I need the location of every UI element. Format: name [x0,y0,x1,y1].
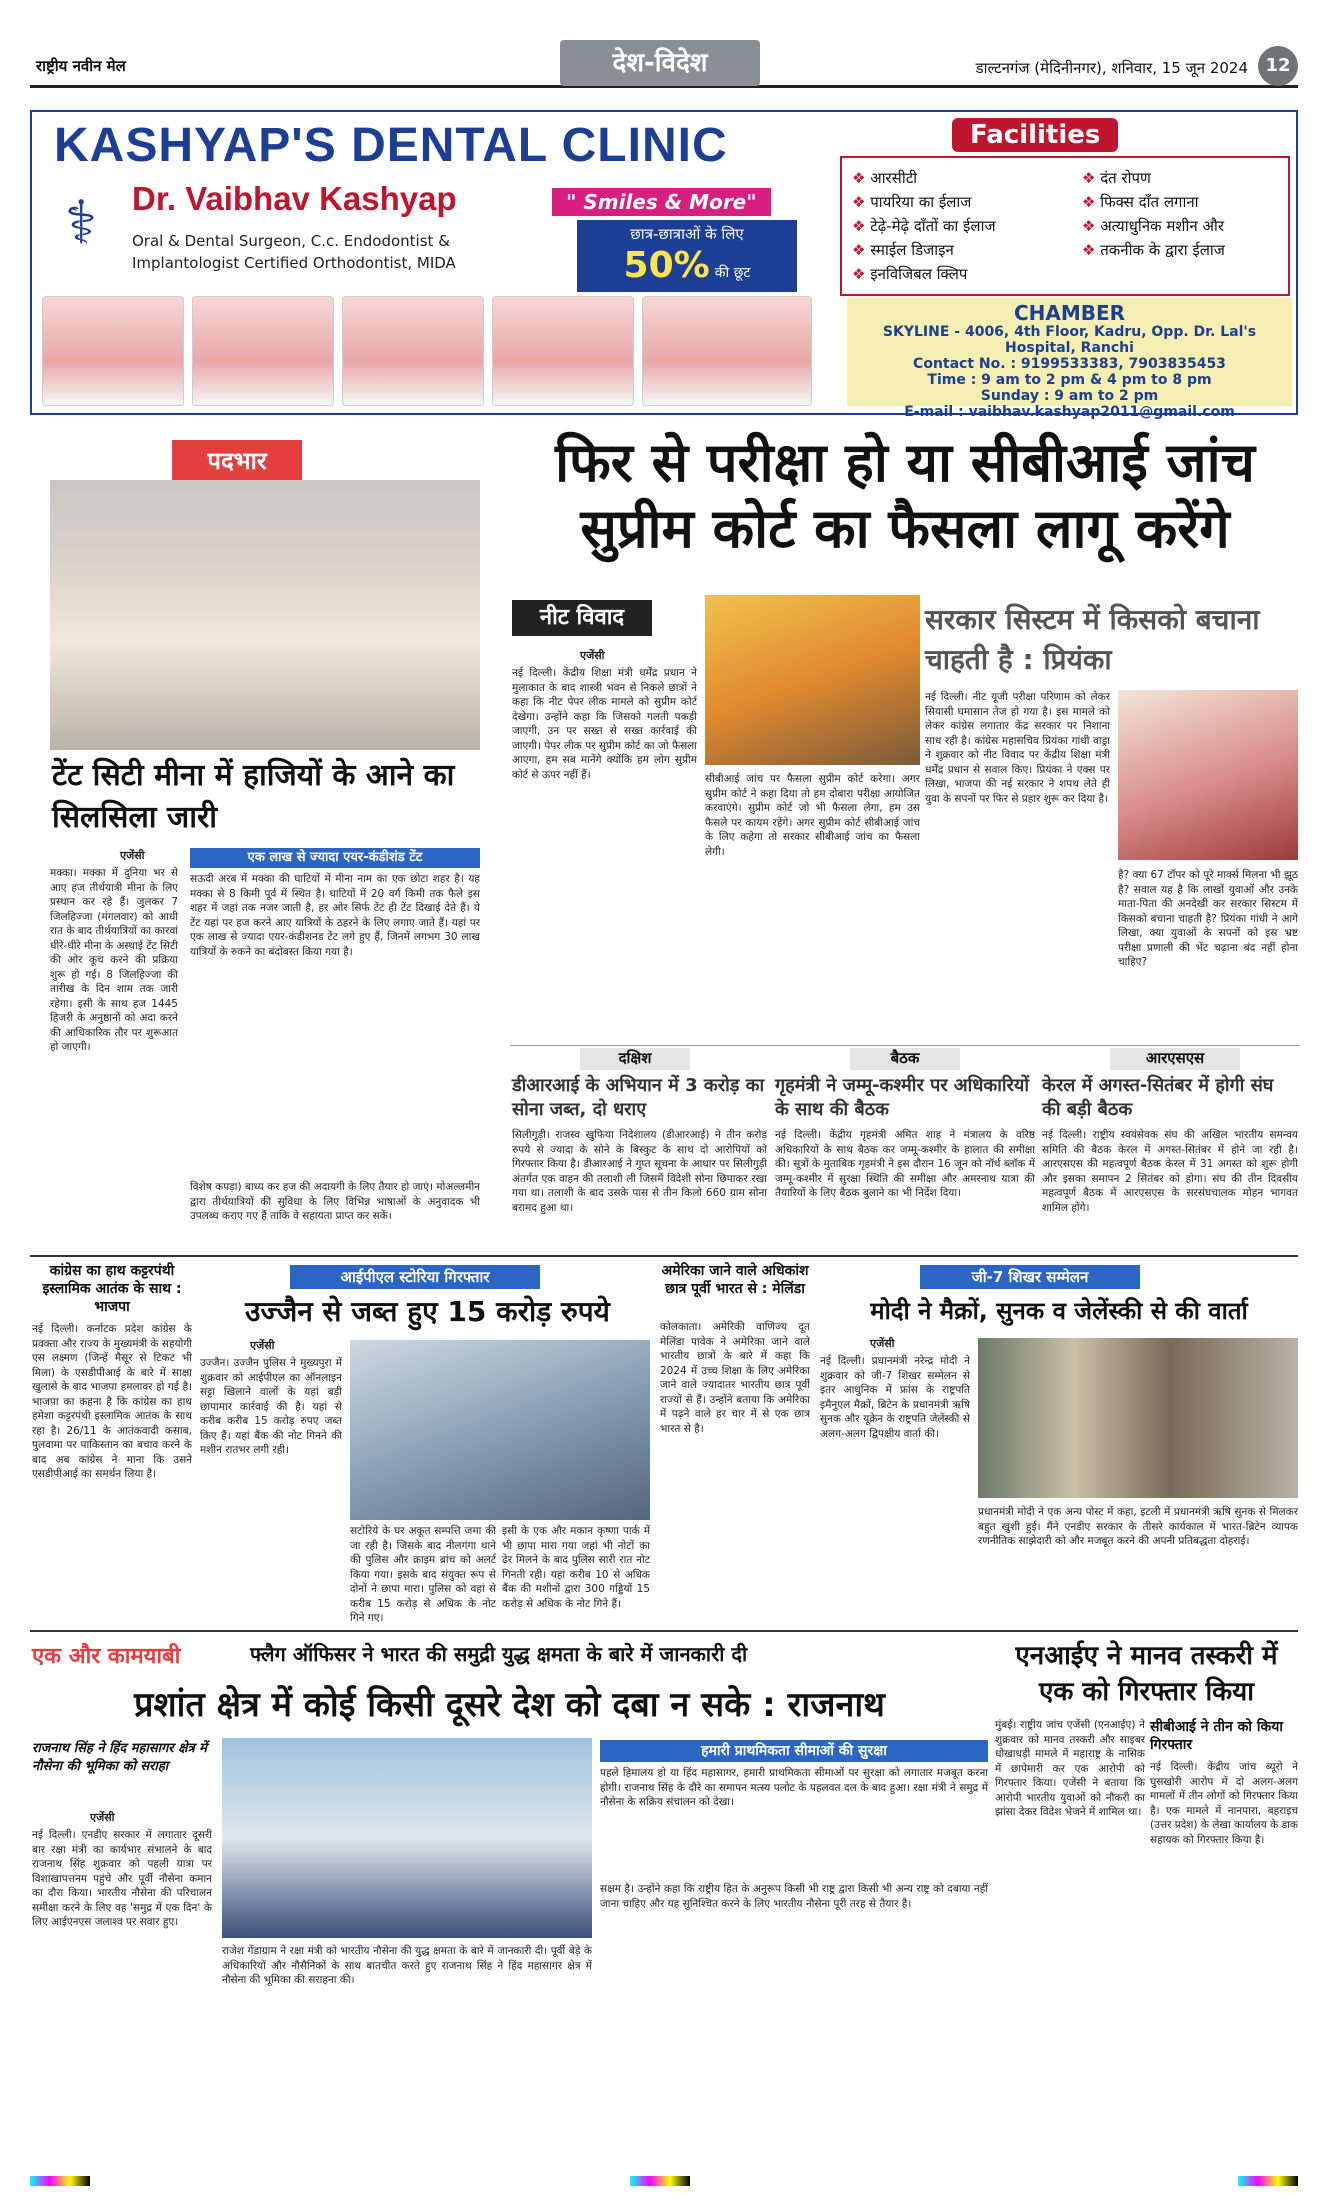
byline: एजेंसी [870,1337,895,1350]
rajnath-body: सक्षम है। उन्होंने कहा कि राष्ट्रीय हित के अनुरूप किसी भी राष्ट्र द्वारा किसी भी अन्य राष्ट्र को दबाया नहीं जाना चाहिए और यह सुनिश्चित करने के लिए भारतीय नौसेना पूरी तरह से तैयार है। [600,1883,988,1910]
divider [30,1630,1298,1632]
hajj-subhead: एक लाख से ज्यादा एयर-कंडीशंड टेंट [190,848,480,868]
congress-headline: कांग्रेस का हाथ कट्टरपंथी इस्लामिक आतंक के साथ : भाजपा [42,1263,182,1315]
page-number: 12 [1258,46,1298,86]
story-label: आईपीएल स्टोरिया गिरफ्तार [290,1265,540,1289]
leaders-photo [978,1338,1298,1498]
police-photo [350,1340,650,1520]
shah-headline: गृहमंत्री ने जम्मू-कश्मीर पर अधिकारियों के साथ की बैठक [775,1075,1030,1120]
dental-photo [42,296,184,406]
nia-body: मुंबई। राष्ट्रीय जांच एजेंसी (एनआईए) ने शुक्रवार को मानव तस्करी और साइबर धोखाधड़ी मामले में महाराष्ट्र के नासिक में छापेमारी कर एक आरोपी को गिरफ्तार किया। एजेंसी ने बताया कि आरोपी भारतीय युवाओं को नौकरी का झांसा देकर विदेश भेजने में शामिल था। [995,1719,1145,1818]
section-label: आरएसएस [1110,1048,1240,1070]
section-title: देश-विदेश [560,40,760,86]
facilities-right-list: ❖ दंत रोपण ❖ फिक्स दाँत लगाना ❖ अत्याधुनिक मशीन और ❖ तकनीक के द्वारा ईलाज [1082,166,1225,262]
dental-clinic-ad [30,110,1298,420]
story-label: पदभार [172,440,302,482]
dental-photo [342,296,484,406]
neet-body: नई दिल्ली। केंद्रीय शिक्षा मंत्री धर्मेंद्र प्रधान ने मुलाकात के बाद शास्त्री भवन से निकले छात्रों ने कहा कि नीट पेपर लीक मामले को सुप्रीम कोर्ट देखेगा। उन्होंने कहा कि जिसको गलती पकड़ी जाएगी, उन पर सख्त से सख्त कार्रवाई की जाएगी। पेपर लीक पर सुप्रीम कोर्ट का जो फैसला आएगा, हम सब मानेंगे क्योंकि हम लोग सुप्रीम कोर्ट से ऊपर नहीं हैं। [512,667,697,781]
story-tag: नीट विवाद [512,600,652,636]
doctor-qualification: Oral & Dental Surgeon, C.c. Endodontist & Implantologist Certified Orthodontist, MIDA [132,232,456,272]
neet-headline: फिर से परीक्षा हो या सीबीआई जांच सुप्रीम कोर्ट का फैसला लागू करेंगे [555,431,1255,560]
rajnath-sidehead: राजनाथ सिंह ने हिंद महासागर क्षेत्र में नौसेना की भूमिका को सराहा [32,1741,207,1774]
cbi-body: नई दिल्ली। केंद्रीय जांच ब्यूरो ने घुसखोरी आरोप में दो अलग-अलग मामलों में तीन लोगों को गिरफ्तार किया है। एक मामले में नानपारा, बहराइच (उत्तर प्रदेश) के लेखा कार्यालय के डाक सहायक को गिरफ्तार किया है। [1150,1761,1298,1846]
hajj-body: मक्का। मक्का में दुनिया भर से आए हज तीर्थयात्री मीना के लिए प्रस्थान कर रहे हैं। जुलकर 7 जिलहिज्जा (मंगलवार) को आधी रात के बाद तीर्थयात्रियों का कारवां धीरे-धीरे मीना के अस्थाई टेंट सिटी की ओर कूच करने की प्रक्रिया शुरू हो गई। 8 जिलहिज्जा की तारीख के दिन शाम तक जारी रहेगा। इसी के साथ हज 1445 हिजरी के अनुष्ठानों को अदा करने की आधिकारिक तौर पर शुरूआत हो जाएगी। [50,867,178,1053]
dri-headline: डीआरआई के अभियान में 3 करोड़ का सोना जब्त, दो धराए [512,1075,765,1120]
facilities-label: Facilities [952,118,1118,152]
newspaper-name: राष्ट्रीय नवीन मेल [36,57,126,75]
byline: एजेंसी [90,1811,115,1824]
priyanka-photo [1118,690,1298,860]
rss-body: नई दिल्ली। राष्ट्रीय स्वयंसेवक संघ की अखिल भारतीय समन्वय समिति की बैठक केरल में अगस्त-सितंबर में होने जा रही है। आरएसएस की महत्वपूर्ण बैठक केरल में 31 अगस्त को शुरू होगी और इसका समापन 2 सितंबर को होगा। संघ की तीन दिवसीय महत्वपूर्ण बैठक में आरएसएस के सरसंघचालक मोहन भागवत शामिल होंगे। [1042,1129,1298,1214]
kicker: एक और कामयाबी [32,1644,181,1669]
rajnath-overline: फ्लैग ऑफिसर ने भारत की समुद्री युद्ध क्षमता के बारे में जानकारी दी [250,1642,748,1666]
dri-body: सिलीगुड़ी। राजस्व खुफिया निदेशालय (डीआरआई) ने तीन करोड़ रुपये से ज्यादा के सोने के बिस्कुट के साथ दो आरोपियों को गिरफ्तार किया है। डीआरआई ने गुप्त सूचना के आधार पर सिलीगुड़ी अंतर्गत एक वाहन की तलाशी ली जिसमें विदेशी सोना छिपाकर रखा गया था। तलाशी के बाद उसके पास से तीन किलो 660 ग्राम सोना बरामद हुआ था। [512,1129,767,1214]
hajj-body: सऊदी अरब में मक्का की घाटियों में मीना नाम का एक छोटा शहर है। यह मक्का से 8 किमी पूर्व में स्थित है। घाटियों में 20 वर्ग किमी तक फैले इस शहर में जहां तक नजर जाती है, हर ओर सिर्फ टेंट ही टेंट दिखाई देते हैं। ये टेंट यहां पर हज करने आए यात्रियों के ठहरने के लिए लगाए जाते हैं। यहां पर एक लाख से ज्यादा एयर-कंडीशनड टेंट लगे हुए हैं, जिनमें लगभग 30 लाख यात्रियों के रुकने का बंदोबस्त किया गया है। [190,873,480,958]
priyanka-body: नई दिल्ली। नीट यूजी परीक्षा परिणाम को लेकर सियासी घमासान तेज हो गया है। इस मामले को लेकर कांग्रेस लगातार केंद्र सरकार पर निशाना साध रही है। कांग्रेस महासचिव प्रियंका गांधी वाड्रा ने शुक्रवार को नीट विवाद पर केंद्रीय शिक्षा मंत्री धर्मेंद्र प्रधान से सवाल किए। प्रियंका ने एक्स पर लिखा, भाजपा की नई सरकार ने शपथ लेते ही युवा के सपनों पर फिर से प्रहार शुरू कर दिया है। [925,691,1110,805]
doctor-name: Dr. Vaibhav Kashyap [132,180,457,217]
facilities-box [840,156,1290,296]
rss-headline: केरल में अगस्त-सितंबर में होगी संघ की बड़ी बैठक [1042,1075,1274,1120]
ujjain-body: इसी के एक और मकान कृष्णा पार्क में भी छापा मारा गया जहां भी नोटों का ढेर मिलने के बाद पुलिस सारी रात नोट गिनती रही। यहां करीब 10 से अधिक बैंक की मशीनों द्वारा 300 गड्डियों 15 करोड़ से अधिक के नोट गिने हैं। [502,1525,650,1610]
nia-headline: एनआईए ने मानव तस्करी में एक को गिरफ्तार किया [1015,1641,1278,1707]
rajnath-body: पहले हिमालय हो या हिंद महासागर, हमारी प्राथमिकता सीमाओं पर सुरक्षा को लगातार मजबूत करना होगी। राजनाथ सिंह के दौरे का समापन मत्स्य पलोट के पहलवत दल के बाद हुआ। रक्षा मंत्री ने समुद्र में नौसेना के सक्रिय संचालन को देखा। [600,1767,988,1808]
divider [510,1045,1300,1046]
cbi-headline: सीबीआई ने तीन को किया गिरफ्तार [1150,1719,1284,1753]
student-offer: छात्र-छात्राओं के लिए 50% की छूट [577,220,797,292]
ujjain-headline: उज्जैन से जब्त हुए 15 करोड़ रुपये [245,1295,610,1328]
shah-body: नई दिल्ली। केंद्रीय गृहमंत्री अमित शाह ने मंत्रालय के वरिष्ठ अधिकारियों के साथ बैठक कर जम्मू-कश्मीर के हालात की समीक्षा की। सूत्रों के मुताबिक गृहमंत्री ने इस दौरान 16 जून को नॉर्थ ब्लॉक में जम्मू-कश्मीर में सुरक्षा स्थिति की समीक्षा और अमरनाथ यात्रा की तैयारियों के लिए बैठक बुलाने का भी निर्देश दिया। [775,1129,1035,1199]
ujjain-body: उज्जैन। उज्जैन पुलिस ने मुख्यपुरा में शुक्रवार को आईपीएल का ऑनलाइन सट्टा खिलाने वालों के यहां बड़ी छापामार कार्रवाई की है। यहां से करीब करीब 15 करोड़ रुपए जब्त किए हैं। यहां बैंक की नोट गिनने की मशीन रातभर लगी रही। [200,1357,342,1456]
masthead [30,40,1298,88]
story-sublabel: हमारी प्राथमिकता सीमाओं की सुरक्षा [600,1740,988,1762]
print-color-bar [30,2176,1298,2190]
caduceus-icon: ⚕ [64,188,98,258]
hajj-body: विशेष कपड़ा) बाध्य कर हज की अदायगी के लिए तैयार हो जाएं। मोअल्लमीन द्वारा तीर्थयात्रियों की सुविधा के लिए विभिन्न भाषाओं के अनुवादक भी उपलब्ध कराए गए हैं ताकि वे सहायता प्राप्त कर सकें। [190,1181,480,1222]
ad-tagline: " Smiles & More" [552,188,771,216]
byline: एजेंसी [250,1339,275,1352]
dental-photo [642,296,812,406]
priyanka-headline: सरकार सिस्टम में किसको बचाना चाहती है : प्रियंका [925,603,1260,676]
section-label: दक्षिश [580,1048,690,1070]
section-label: बैठक [850,1048,960,1070]
chamber-info: CHAMBER SKYLINE - 4006, 4th Floor, Kadru, Opp. Dr. Lal's Hospital, Ranchi Contact No. : 9199533383, 7903835453 Time : 9 am to 2 pm & 4 pm to 8 pm Sunday : 9 am to 2 pm E-mail : vaibhav.kashyap2011@gmail.com [847,298,1292,406]
g7-headline: मोदी ने मैक्रों, सुनक व जेलेंस्की से की वार्ता [870,1297,1248,1325]
america-body: कोलकाता। अमेरिकी वाणिज्य दूत मेलिंडा पावेक ने अमेरिका जाने वाले भारतीय छात्रों के बारे में कहा कि 2024 में उच्च शिक्षा के लिए अमेरिका जाने वाले ज्यादातर भारतीय छात्र पूर्वी राज्यों से हैं। उन्होंने बताया कि अमेरिका में पढ़ने वाले हर चार में से एक छात्र भारत से है। [660,1321,810,1435]
dental-photo [492,296,634,406]
america-headline: अमेरिका जाने वाले अधिकांश छात्र पूर्वी भारत से : मेलिंडा [661,1263,809,1297]
pradhan-photo [705,595,920,765]
neet-body: सीबीआई जांच पर फैसला सुप्रीम कोर्ट करेगा। अगर सुप्रीम कोर्ट ने कहा दिया तो हम दोबारा परीक्षा आयोजित करवाएंगे। सुप्रीम कोर्ट जो भी फैसला लेगा, हम उस फैसले पर कायम रहेंगे। अगर सुप्रीम कोर्ट सीबीआई जांच के लिए कहेगा तो सरकार सीबीआई जांच का फैसला लेगी। [705,773,920,858]
byline: एजेंसी [120,849,145,862]
priyanka-body: है? क्या 67 टॉपर को पूरे मार्क्स मिलना भी झूठ है? सवाल यह है कि लाखों युवाओं और उनके माता-पिता की अनदेखी कर सरकार सिस्टम में किसको बचाना चाहती है? प्रियंका गांधी ने आगे लिखा, क्या युवाओं के सपनों को इस भ्रष्ट परीक्षा प्रणाली की भेंट चढ़ाना बंद नहीं होना चाहिए? [1118,869,1298,968]
tent-city-photo [50,480,480,750]
dental-photo [192,296,334,406]
ad-title: KASHYAP'S DENTAL CLINIC [54,119,728,172]
hajj-headline: टेंट सिटी मीना में हाजियों के आने का सिलसिला जारी [52,758,455,835]
g7-body: नई दिल्ली। प्रधानमंत्री नरेन्द्र मोदी ने शुक्रवार को जी-7 शिखर सम्मेलन से इतर आधुनिक में फ्रांस के राष्ट्रपति इमैनुएल मैक्रों, ब्रिटेन के प्रधानमंत्री ऋषि सुनक और यूक्रेन के राष्ट्रपति जेलेंस्की से अलग-अलग द्विपक्षीय वार्ता की। [820,1355,970,1440]
g7-body: प्रधानमंत्री मोदी ने एक अन्य पोस्ट में कहा, इटली में प्रधानमंत्री ऋषि सुनक से मिलकर बहुत खुशी हुई। मैंने एनडीए सरकार के तीसरे कार्यकाल में भारत-ब्रिटेन व्यापक रणनीतिक साझेदारी को और मजबूत करने की अपनी प्रतिबद्धता दोहराई। [978,1506,1298,1547]
congress-body: नई दिल्ली। कर्नाटक प्रदेश कांग्रेस के प्रवक्ता और राज्य के मुख्यमंत्री के सहयोगी एस लक्ष्मण (जिन्हें मैसूर से टिकट भी मिला) के एसडीपीआई के बारे में साक्षा खुलासे के बाद भाजपा हमलावर हो गई है। भाजपा का कहना है कि कांग्रेस का हाथ हमेशा कट्टरपंथी इस्लामिक आतंक के साथ रहा है। 26/11 के आतंकवादी कसाब, पुलवामा पर पाकिस्तान का बचाव करने के बाद अब कांग्रेस ने माना कि उसने एसडीपीआई का समर्थन लिया है। [32,1323,192,1480]
story-label: जी-7 शिखर सम्मेलन [920,1265,1140,1289]
rajnath-body: नई दिल्ली। एनडीए सरकार में लगातार दूसरी बार रक्षा मंत्री का कार्यभार संभालने के बाद राजनाथ सिंह शुक्रवार को पहली यात्रा पर विशाखापत्तनम पहुंचे और पूर्वी नौसेना कमान का दौरा किया। भारतीय नौसेना की परिचालन समीक्षा करने के लिए वह 'समुद्र में एक दिन' के लिए आईएनएस जलाश्व पर सवार हुए। [32,1829,212,1928]
photo-caption: राजेश गेंडाग्राम ने रक्षा मंत्री को भारतीय नौसेना की युद्ध क्षमता के बारे में जानकारी दी। पूर्वी बेड़े के अधिकारियों और नौसैनिकों के साथ बातचीत करते हुए राजनाथ सिंह ने हिंद महासागर क्षेत्र में नौसेना की भूमिका की सराहना की। [222,1945,592,1986]
byline: एजेंसी [580,649,605,662]
divider [30,1255,1298,1257]
dental-photos [42,296,822,406]
rajnath-headline: प्रशांत क्षेत्र में कोई किसी दूसरे देश को दबा न सके : राजनाथ [134,1685,885,1725]
navy-photo [222,1738,592,1938]
ujjain-body: सटोरिये के घर अकूत सम्पत्ति जमा की जा रही है। जिसके बाद नीलगंगा थाने की पुलिस और क्राइम ब्रांच को अलर्ट किया गया। इसके बाद संयुक्त रूप से दोनों ने छापा मारा। पुलिस को वहां से करीब 15 करोड़ से अधिक के नोट गिने गए। [350,1525,496,1624]
dateline: डाल्टनगंज (मेदिनीनगर), शनिवार, 15 जून 2024 [975,59,1248,77]
facilities-left-list: ❖ आरसीटी ❖ पायरिया का ईलाज ❖ टेढ़े-मेढ़े दाँतों का ईलाज ❖ स्माईल डिजाइन ❖ इनविजिबल क्लिप [852,166,996,286]
